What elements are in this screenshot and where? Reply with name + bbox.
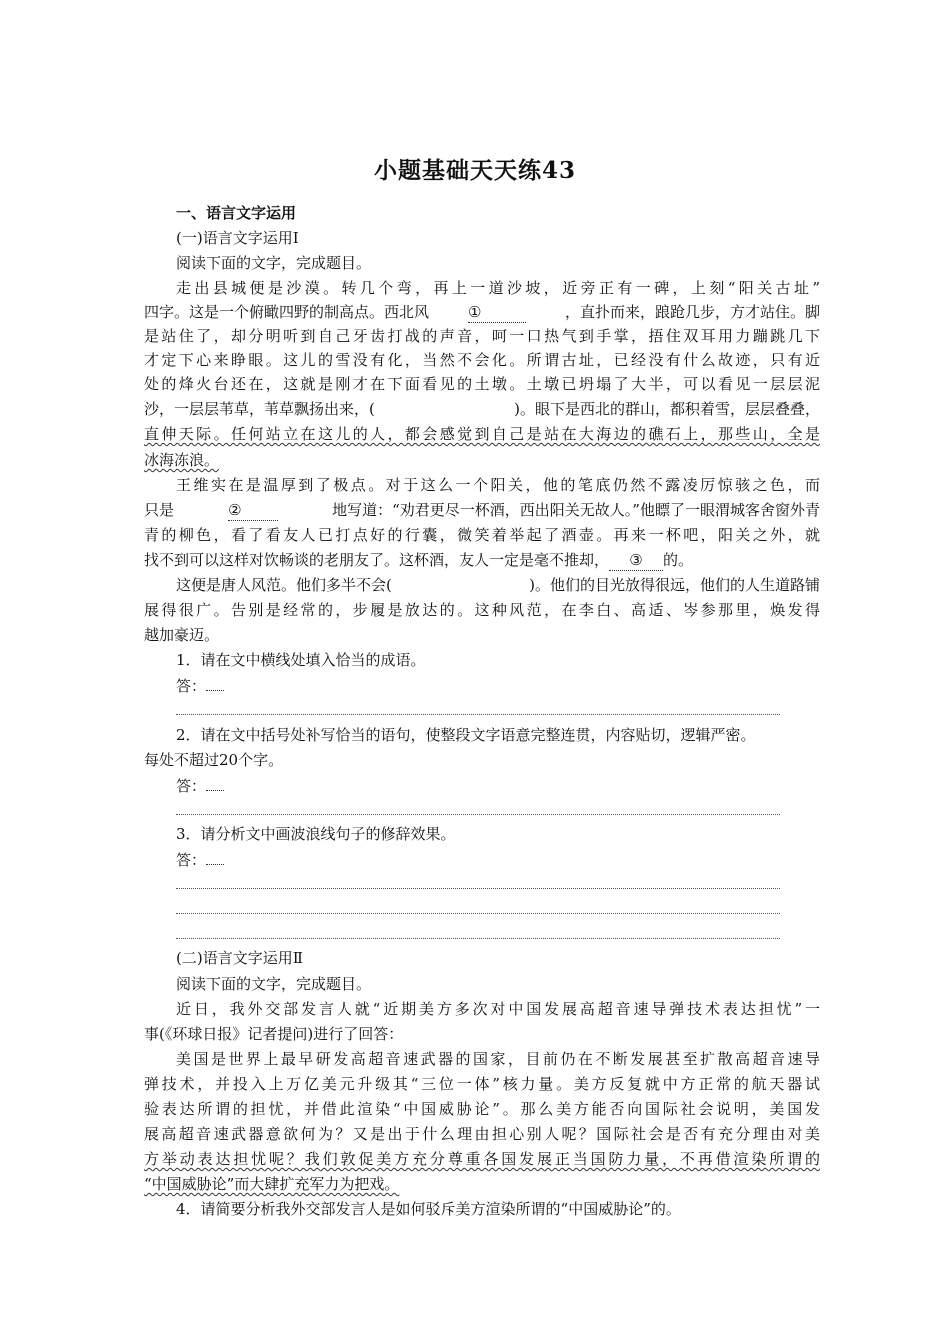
answer-line — [176, 814, 780, 815]
question-2: 2．请在文中括号处补写恰当的语句，使整段文字语意完整连贯，内容贴切，逻辑严密。 — [176, 726, 756, 744]
passage2-line: 青的柳色，看了看友人已打点好的行囊，微笑着举起了酒壶。再来一杯吧，阳关之外，就 — [144, 526, 820, 544]
blank-3: ③ — [609, 550, 663, 571]
passage3-line: 这便是唐人风范。他们多半不会( )。他们的目光放得很远，他们的人生道路铺 — [176, 576, 820, 594]
wavy-sentence-2-end: “中国威胁论”而大肆扩充军力为把戏。 — [144, 1175, 400, 1193]
passage3-line: 展得很广。告别是经常的，步履是放达的。这种风范，在李白、高适、岑参那里，焕发得 — [144, 601, 820, 619]
answer-line — [176, 938, 780, 939]
passage1-line: 才定下心来睁眼。这儿的雪没有化，当然不会化。所谓古址，已经没有什么故迹，只有近 — [144, 351, 820, 369]
page-title: 小题基础天天练43 — [373, 157, 576, 184]
answer-label-1: 答： — [176, 676, 820, 696]
passage1-line: 四字。这是一个俯瞰四野的制高点。西北风 ① ，直扑而来，踉跄几步，方才站住。脚 — [144, 303, 820, 321]
blank-2: ② — [228, 500, 278, 521]
answer-line — [176, 913, 780, 914]
passage3-line: 越加豪迈。 — [144, 626, 220, 644]
subsection-heading-1: (一)语言文字运用Ⅰ — [176, 229, 299, 247]
passage2-line: 王维实在是温厚到了极点。对于这么一个阳关，他的笔底仍然不露凌厉惊骇之色，而 — [176, 476, 820, 494]
passage1-line: 沙，一层层苇草，苇草飘扬出来，( )。眼下是西北的群山，都积着雪，层层叠叠， — [144, 400, 820, 418]
passage5-line: 展高超音速武器意欲何为？又是出于什么理由担心别人呢？国际社会是否有充分理由对美 — [144, 1125, 820, 1143]
wavy-sentence-2: 方举动表达担忧呢？我们敦促美方充分尊重各国发展正当国防力量，不再借渲染所谓的 — [144, 1150, 820, 1168]
passage1-line: 处的烽火台还在，这就是刚才在下面看见的土墩。土墩已坍塌了大半，可以看见一层层泥 — [144, 375, 820, 393]
answer-label-2: 答： — [176, 776, 820, 796]
answer-label-3: 答： — [176, 850, 820, 870]
blank-1: ① — [468, 302, 526, 323]
passage4-line: 近日，我外交部发言人就“近期美方多次对中国发展高超音速导弹技术表达担忧”一 — [176, 1000, 820, 1018]
wavy-sentence-end: 冰海冻浪。 — [144, 451, 220, 469]
section-heading: 一、语言文字运用 — [176, 204, 297, 222]
wavy-sentence: 直伸天际。任何站立在这儿的人，都会感觉到自己是站在大海边的礁石上，那些山，全是 — [144, 425, 820, 443]
passage4-line: 事(《环球日报》记者提问)进行了回答： — [144, 1025, 404, 1043]
passage5-line: 验表达所谓的担忧，并借此渲染“中国威胁论”。那么美方能否向国际社会说明，美国发 — [144, 1100, 820, 1118]
instruction-1: 阅读下面的文字，完成题目。 — [176, 254, 372, 272]
passage2-line: 只是 ② 地写道：“劝君更尽一杯酒，西出阳关无故人。”他瞟了一眼渭城客舍窗外青 — [144, 501, 820, 519]
passage5-line: 弹技术，并投入上万亿美元升级其“三位一体”核力量。美方反复就中方正常的航天器试 — [144, 1075, 820, 1093]
question-2-cont: 每处不超过20个字。 — [144, 751, 284, 769]
instruction-2: 阅读下面的文字，完成题目。 — [176, 975, 372, 993]
question-4: 4．请简要分析我外交部发言人是如何驳斥美方渲染所谓的“中国威胁论”的。 — [176, 1200, 681, 1218]
answer-line — [176, 714, 780, 715]
answer-line — [176, 888, 780, 889]
passage5-line: 美国是世界上最早研发高超音速武器的国家，目前仍在不断发展甚至扩散高超音速导 — [176, 1050, 820, 1068]
passage1-line: 是站住了，却分明听到自己牙齿打战的声音，呵一口热气到手掌，捂住双耳用力蹦跳几下 — [144, 327, 820, 345]
subsection-heading-2: (二)语言文字运用Ⅱ — [176, 949, 303, 967]
question-3: 3．请分析文中画波浪线句子的修辞效果。 — [176, 825, 456, 843]
passage1-line: 走出县城便是沙漠。转几个弯，再上一道沙坡，近旁正有一碑，上刻“阳关古址” — [176, 279, 820, 297]
passage2-line: 找不到可以这样对饮畅谈的老朋友了。这杯酒，友人一定是毫不推却， ③ 的。 — [144, 551, 694, 569]
question-1: 1．请在文中横线处填入恰当的成语。 — [176, 651, 426, 669]
